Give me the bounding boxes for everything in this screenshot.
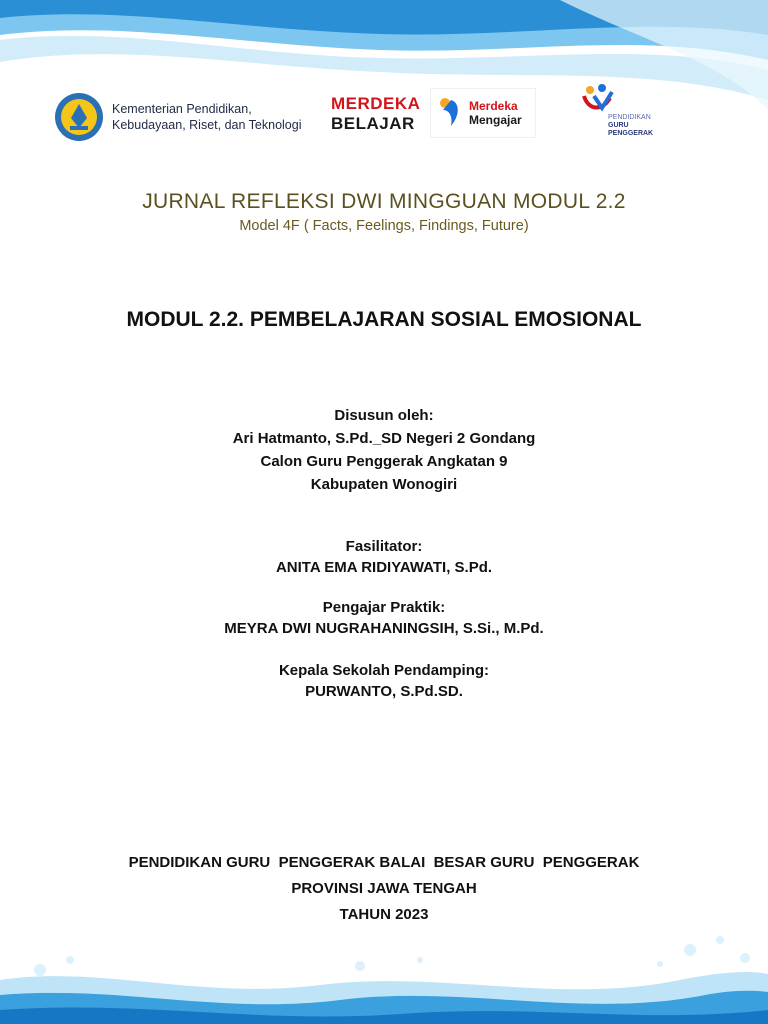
merdeka-belajar-logo bbox=[331, 94, 421, 138]
merdeka-mengajar-mark-icon bbox=[437, 96, 465, 130]
kemdikbud-line2: Kebudayaan, Riset, dan Teknologi bbox=[112, 118, 302, 132]
author-name: Ari Hatmanto, S.Pd._SD Negeri 2 Gondang bbox=[232, 430, 536, 447]
footer-block bbox=[0, 850, 768, 928]
footer-line1: PENDIDIKAN GURU PENGGERAK BALAI BESAR GURU PENGGERAK bbox=[128, 854, 640, 871]
tut-wuri-handayani-emblem-icon bbox=[54, 92, 104, 142]
guru-penggerak-line3: PENGGERAK bbox=[608, 130, 654, 137]
modul-title: MODUL 2.2. PEMBELAJARAN SOSIAL EMOSIONAL bbox=[126, 308, 642, 331]
footer-line3: TAHUN 2023 bbox=[339, 906, 429, 923]
guru-penggerak-logo bbox=[578, 84, 658, 140]
author-role: Calon Guru Penggerak Angkatan 9 bbox=[260, 453, 508, 470]
merdeka-belajar-line1: MERDEKA bbox=[331, 94, 421, 113]
kepala-sekolah-name: PURWANTO, S.Pd.SD. bbox=[305, 683, 463, 700]
guru-penggerak-line1: PENDIDIKAN bbox=[608, 114, 651, 121]
pengajar-praktik-label: Pengajar Praktik: bbox=[322, 599, 446, 616]
fasilitator-block bbox=[0, 536, 768, 578]
guru-penggerak-mark-icon bbox=[580, 84, 624, 114]
kemdikbud-logo bbox=[54, 92, 320, 142]
guru-penggerak-line2: GURU bbox=[608, 122, 629, 129]
journal-title: JURNAL REFLEKSI DWI MINGGUAN MODUL 2.2 bbox=[142, 190, 626, 213]
journal-subtitle: Model 4F ( Facts, Feelings, Findings, Future) bbox=[239, 218, 529, 234]
merdeka-mengajar-logo bbox=[430, 88, 536, 138]
merdeka-mengajar-line2: Mengajar bbox=[469, 113, 522, 127]
bottom-water-decoration bbox=[0, 930, 768, 1024]
merdeka-mengajar-line1: Merdeka bbox=[469, 99, 518, 113]
fasilitator-label: Fasilitator: bbox=[345, 538, 423, 555]
logo-row bbox=[0, 84, 768, 144]
kemdikbud-line1: Kementerian Pendidikan, bbox=[112, 102, 252, 116]
author-block bbox=[0, 404, 768, 496]
fasilitator-name: ANITA EMA RIDIYAWATI, S.Pd. bbox=[275, 559, 493, 576]
pengajar-praktik-name: MEYRA DWI NUGRAHANINGSIH, S.Si., M.Pd. bbox=[224, 620, 544, 637]
pengajar-praktik-block bbox=[0, 597, 768, 639]
journal-title-block bbox=[0, 190, 768, 234]
footer-line2: PROVINSI JAWA TENGAH bbox=[291, 880, 477, 897]
author-label: Disusun oleh: bbox=[334, 407, 434, 424]
merdeka-belajar-line2: BELAJAR bbox=[331, 114, 415, 133]
kepala-sekolah-block bbox=[0, 660, 768, 702]
kepala-sekolah-label: Kepala Sekolah Pendamping: bbox=[278, 662, 490, 679]
author-region: Kabupaten Wonogiri bbox=[310, 476, 458, 493]
